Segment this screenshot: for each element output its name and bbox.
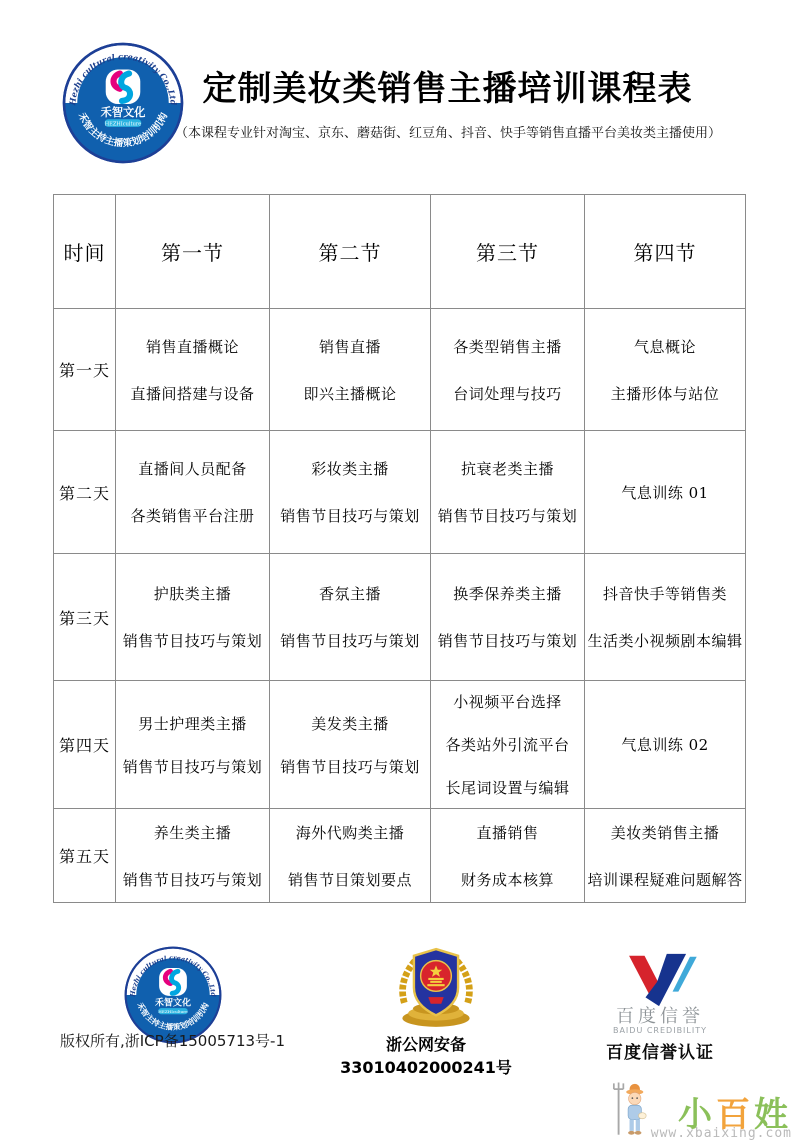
course-line: 气息训练 01	[621, 483, 709, 502]
course-cell	[270, 809, 431, 903]
course-line: 销售节目技巧与策划	[437, 507, 578, 525]
site-watermark	[611, 1079, 792, 1141]
hezhi-company-logo	[62, 42, 184, 164]
course-cell	[270, 681, 431, 809]
course-table	[53, 194, 746, 903]
course-cell	[585, 554, 746, 681]
course-cell	[585, 431, 746, 554]
column-header: 第二节	[270, 195, 431, 309]
course-cell	[116, 431, 270, 554]
course-line: 抗衰老类主播	[460, 460, 554, 478]
row-day-label: 第五天	[54, 809, 116, 903]
table-row	[54, 809, 746, 903]
course-line: 销售节目技巧与策划	[122, 870, 263, 889]
course-line: 各类站外引流平台	[445, 736, 570, 754]
course-cell	[116, 309, 270, 431]
farmer-mascot-icon	[611, 1079, 649, 1141]
course-cell	[431, 681, 585, 809]
row-day-label: 第二天	[54, 431, 116, 554]
course-line: 销售节目策划要点	[287, 870, 412, 889]
table-header-row	[54, 195, 746, 309]
copyright-text: 版权所有,浙ICP备15005713号-1	[59, 1032, 285, 1050]
baidu-credibility-cn: 百度信誉	[616, 1006, 704, 1027]
course-line: 即兴主播概论	[303, 384, 397, 403]
course-line: 气息训练 02	[621, 736, 709, 754]
course-line: 长尾词设置与编辑	[445, 779, 570, 797]
course-line: 主播形体与站位	[610, 384, 720, 403]
police-record-text: 浙公网安备 33010402000241号	[340, 1035, 512, 1077]
column-header: 第四节	[585, 195, 746, 309]
course-cell	[270, 309, 431, 431]
course-line: 销售节目技巧与策划	[280, 507, 420, 525]
watermark-char: 百	[716, 1095, 754, 1135]
baidu-credibility-en: BAIDU CREDIBILITY	[612, 1026, 708, 1035]
course-cell	[270, 554, 431, 681]
course-line: 生活类小视频剧本编辑	[587, 632, 743, 650]
course-cell	[431, 554, 585, 681]
course-line: 彩妆类主播	[311, 460, 389, 478]
course-cell	[431, 309, 585, 431]
course-line: 抖音快手等销售类	[602, 585, 727, 603]
course-line: 小视频平台选择	[453, 693, 562, 711]
course-cell	[585, 309, 746, 431]
baidu-credibility-icon	[621, 950, 699, 1008]
course-line: 护肤类主播	[153, 585, 232, 603]
course-line: 销售节目技巧与策划	[280, 757, 420, 776]
course-line: 销售直播概论	[145, 337, 239, 356]
course-cell	[431, 809, 585, 903]
baidu-cert-text: 百度信誉认证	[606, 1043, 714, 1063]
watermark-url: www.xbaixing.com	[650, 1126, 792, 1141]
course-line: 各类型销售主播	[453, 337, 562, 356]
header	[175, 70, 720, 141]
course-line: 直播销售	[476, 823, 539, 842]
course-line: 直播间搭建与设备	[130, 384, 255, 403]
course-line: 换季保养类主播	[453, 585, 562, 603]
course-line: 气息概论	[633, 337, 696, 356]
course-cell	[116, 554, 270, 681]
column-header: 时间	[54, 195, 116, 309]
watermark-char: 小	[678, 1095, 716, 1135]
row-day-label: 第三天	[54, 554, 116, 681]
course-cell	[116, 681, 270, 809]
course-line: 销售节目技巧与策划	[280, 632, 420, 650]
course-cell	[270, 431, 431, 554]
course-line: 海外代购类主播	[295, 823, 405, 842]
course-line: 直播间人员配备	[138, 460, 247, 478]
row-day-label: 第一天	[54, 309, 116, 431]
column-header: 第一节	[116, 195, 270, 309]
table-row	[54, 681, 746, 809]
page-title: 定制美妆类销售主播培训课程表	[202, 69, 693, 109]
course-cell	[116, 809, 270, 903]
course-line: 养生类主播	[153, 823, 232, 842]
course-line: 台词处理与技巧	[453, 384, 562, 403]
course-line: 销售直播	[318, 337, 381, 356]
course-line: 美发类主播	[311, 714, 389, 733]
course-cell	[585, 809, 746, 903]
police-badge-icon	[388, 941, 484, 1033]
course-line: 香氛主播	[318, 585, 381, 603]
row-day-label: 第四天	[54, 681, 116, 809]
watermark-char: 姓	[754, 1095, 792, 1135]
table-row	[54, 431, 746, 554]
course-line: 各类销售平台注册	[130, 507, 255, 525]
course-line: 培训课程疑难问题解答	[587, 870, 743, 889]
course-line: 销售节目技巧与策划	[122, 757, 263, 776]
column-header: 第三节	[431, 195, 585, 309]
table-row	[54, 309, 746, 431]
course-cell	[431, 431, 585, 554]
course-line: 销售节目技巧与策划	[122, 632, 263, 650]
course-line: 销售节目技巧与策划	[437, 632, 578, 650]
course-line: 财务成本核算	[460, 870, 554, 889]
course-cell	[585, 681, 746, 809]
course-line: 美妆类销售主播	[610, 823, 720, 842]
course-line: 男士护理类主播	[138, 714, 247, 733]
table-row	[54, 554, 746, 681]
page-subtitle: （本课程专业针对淘宝、京东、蘑菇街、红豆角、抖音、快手等销售直播平台美妆类主播使用）	[175, 126, 722, 142]
